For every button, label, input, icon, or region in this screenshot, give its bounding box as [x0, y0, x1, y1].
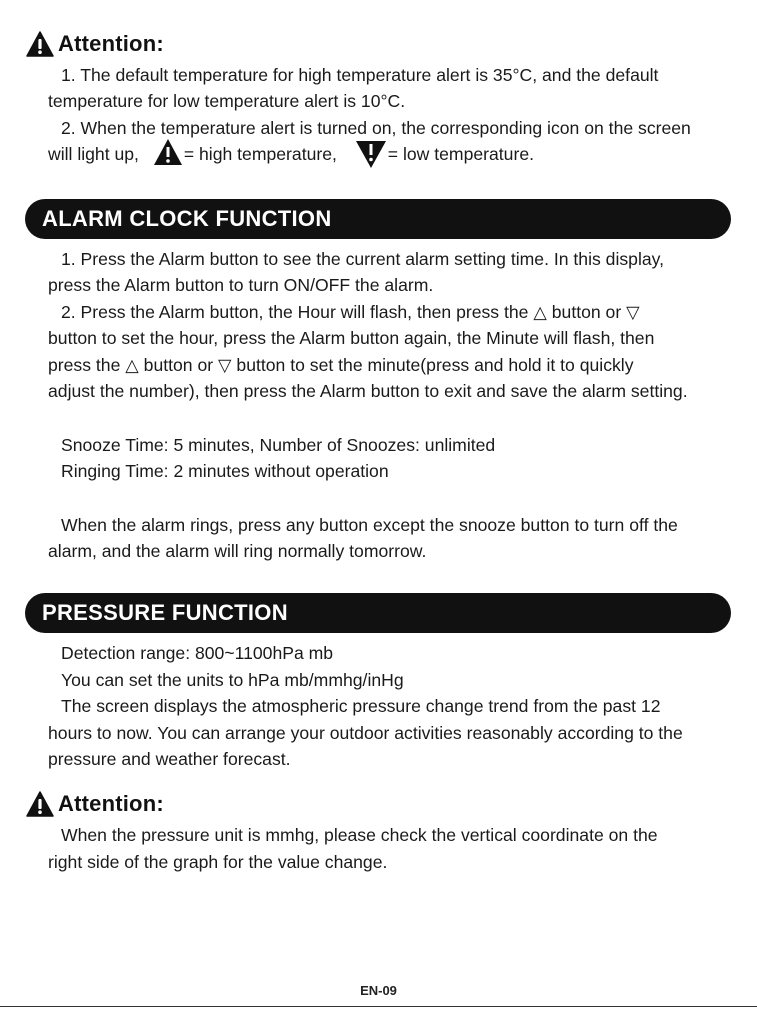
paragraph-line: hours to now. You can arrange your outdoor activities reasonably according to the — [48, 723, 683, 743]
paragraph-line: The screen displays the atmospheric pressure change trend from the past 12 — [61, 696, 661, 716]
paragraph-line: adjust the number), then press the Alarm button to exit and save the alarm setting. — [48, 381, 688, 401]
paragraph-line: You can set the units to hPa mb/mmhg/inHg — [61, 670, 404, 690]
paragraph-line: When the pressure unit is mmhg, please check the vertical coordinate on the — [61, 825, 658, 845]
paragraph-line: When the alarm rings, press any button except the snooze button to turn off the — [61, 515, 678, 535]
paragraph-line: temperature for low temperature alert is 10°C. — [48, 91, 406, 111]
paragraph-line: Ringing Time: 2 minutes without operation — [61, 461, 389, 481]
paragraph-line: 1. The default temperature for high temperature alert is 35°C, and the default — [61, 65, 659, 85]
warning-icon — [26, 791, 54, 817]
paragraph-line: 2. When the temperature alert is turned on, the corresponding icon on the screen — [61, 118, 691, 138]
footer-divider — [0, 1006, 757, 1007]
section-header-pressure: PRESSURE FUNCTION — [25, 593, 731, 633]
paragraph-line: press the Alarm button to turn ON/OFF the alarm. — [48, 275, 434, 295]
page-number: EN-09 — [360, 983, 397, 998]
paragraph-line: will light up, = high temperature, = low temperature. — [48, 141, 738, 169]
paragraph-line: button to set the hour, press the Alarm button again, the Minute will flash, then — [48, 328, 655, 348]
paragraph-line: Snooze Time: 5 minutes, Number of Snoozes: unlimited — [61, 435, 496, 455]
paragraph-line: press the △ button or ▽ button to set the minute(press and hold it to quickly — [48, 355, 634, 375]
attention-heading-temperature — [26, 31, 164, 57]
attention-title: Attention: — [58, 791, 164, 816]
paragraph-line: right side of the graph for the value change. — [48, 852, 388, 872]
high-temperature-icon — [152, 137, 184, 167]
paragraph-line: 2. Press the Alarm button, the Hour will flash, then press the △ button or ▽ — [61, 302, 640, 322]
attention-heading-pressure — [26, 791, 164, 817]
paragraph-line: alarm, and the alarm will ring normally tomorrow. — [48, 541, 427, 561]
warning-icon — [26, 31, 54, 57]
paragraph-line: Detection range: 800~1100hPa mb — [61, 643, 334, 663]
section-header-alarm-clock: ALARM CLOCK FUNCTION — [25, 199, 731, 239]
attention-title: Attention: — [58, 31, 164, 56]
paragraph-line: pressure and weather forecast. — [48, 749, 291, 769]
low-temperature-icon — [354, 139, 388, 169]
paragraph-line: 1. Press the Alarm button to see the current alarm setting time. In this display, — [61, 249, 665, 269]
